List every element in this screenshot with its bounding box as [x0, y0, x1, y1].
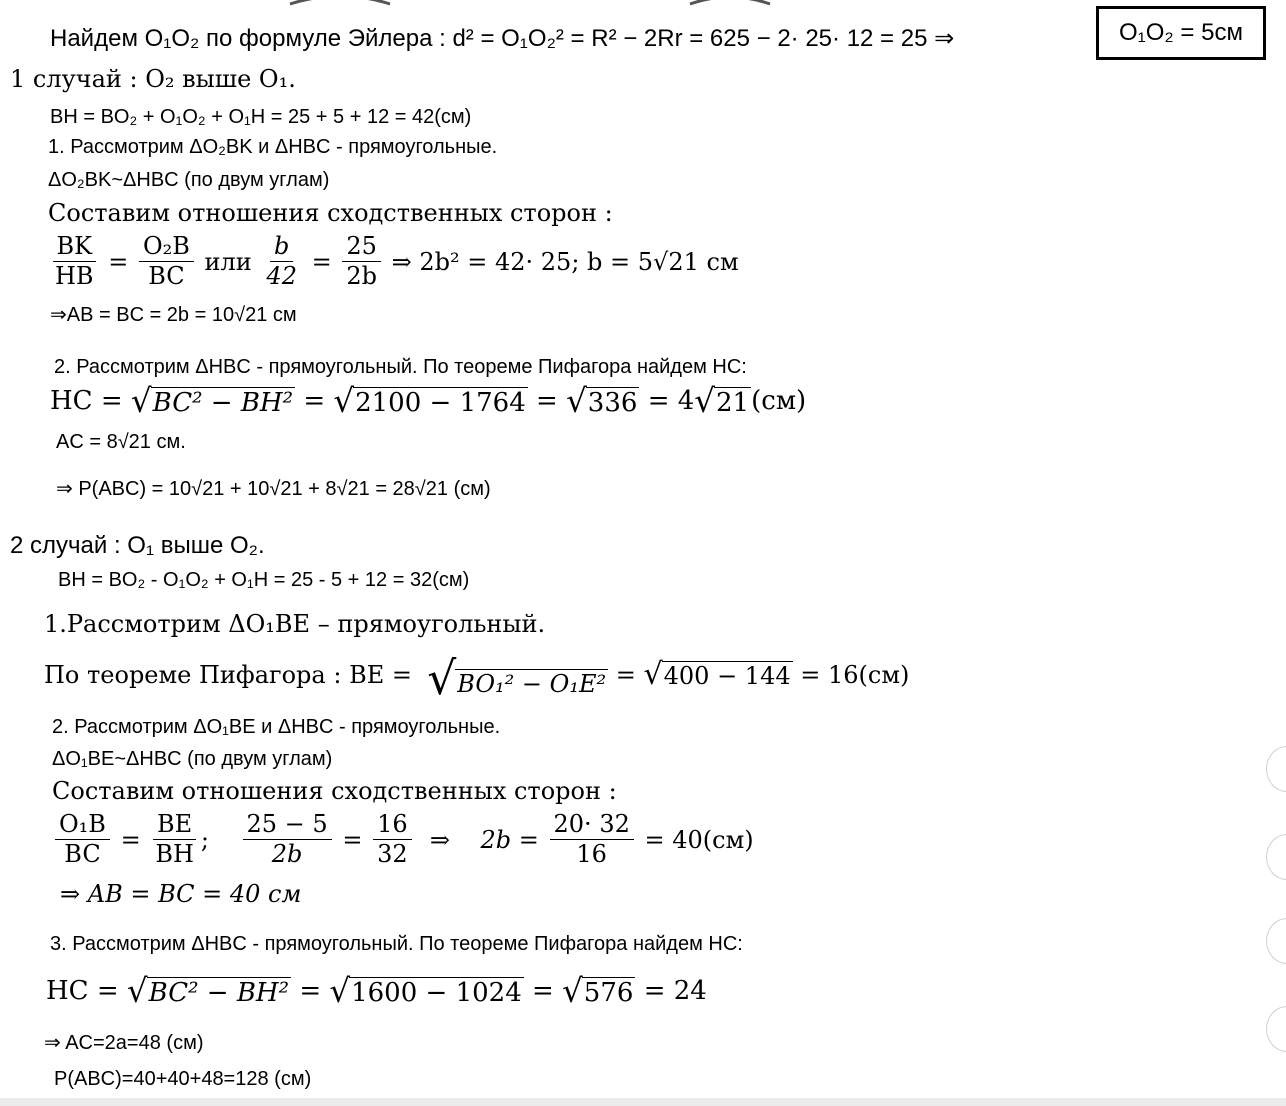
- case2-ac: ⇒ AC=2a=48 (см): [44, 1032, 204, 1054]
- side-control-circle[interactable]: [1266, 834, 1286, 880]
- case1-title: 1 случай : O₂ выше O₁.: [10, 65, 296, 93]
- case2-hc-equation: HC = √ BC² − BH² = √ 1600 − 1024 = √ 576 = 24: [46, 972, 707, 1010]
- fraction: $\frac{25}{2b}$: [342, 234, 381, 289]
- sqrt: √ 336: [566, 382, 638, 420]
- sqrt: √ BO₁² − O₁E²: [427, 652, 607, 705]
- case2-be-equation: По теореме Пифагора : BE = √ BO₁² − O₁E² = √ 400 − 144 = 16(см): [44, 652, 910, 705]
- case2-similar: ΔO₁BE~ΔHBC (по двум углам): [52, 748, 333, 770]
- case2-step2: 2. Рассмотрим ΔO₁BE и ΔHBC - прямоугольные.: [52, 716, 501, 738]
- fraction: $\frac{25 - 5}{2b}$: [243, 812, 332, 867]
- case1-ac: AC = 8√21 см.: [56, 431, 186, 453]
- case2-step3: 3. Рассмотрим ΔHBC - прямоугольный. По теореме Пифагора найдем HC:: [50, 933, 743, 955]
- case1-ratio-intro: Составим отношения сходственных сторон :: [48, 199, 613, 227]
- fraction: $\frac{\text{O₁B}}{BC}$: [55, 812, 110, 867]
- bottom-scroll-bar: [0, 1098, 1286, 1106]
- case1-perimeter: ⇒ P(ABC) = 10√21 + 10√21 + 8√21 = 28√21 (см): [56, 478, 491, 500]
- case1-ratio-equation: $\frac{BK}{HB}$ = $\frac{\text{O₂B}}{BC}$ или $\frac{b}{42}$ = $\frac{25}{2b}$ ⇒ 2b² = 42· 25; b = 5√21 см: [48, 234, 739, 289]
- fraction: $\frac{BK}{HB}$: [51, 234, 98, 289]
- cropped-drawing-arcs: [0, 0, 1286, 10]
- sqrt: √ BC² − BH²: [126, 972, 290, 1010]
- case2-perimeter: P(ABC)=40+40+48=128 (см): [54, 1068, 312, 1090]
- case1-bh: BH = BO₂ + O₁O₂ + O₁H = 25 + 5 + 12 = 42(см): [50, 106, 472, 128]
- sqrt: √ 400 − 144: [643, 656, 791, 692]
- side-control-circle[interactable]: [1266, 1006, 1286, 1052]
- fraction: $\frac{20\cdot 32}{16}$: [550, 812, 634, 867]
- fraction: $\frac{\text{O₂B}}{BC}$: [139, 234, 194, 289]
- case2-step1: 1.Рассмотрим ΔO₁BE – прямоугольный.: [44, 610, 546, 638]
- case1-step1: 1. Рассмотрим ΔO₂BK и ΔHBC - прямоугольные.: [48, 136, 498, 158]
- case2-title: 2 случай : O₁ выше O₂.: [10, 532, 265, 559]
- sqrt: √ 21: [694, 382, 750, 420]
- case1-step2: 2. Рассмотрим ΔHBC - прямоугольный. По теореме Пифагора найдем HC:: [54, 356, 747, 378]
- case1-ab: ⇒AB = BC = 2b = 10√21 см: [50, 304, 297, 326]
- case1-hc-equation: HC = √ BC² − BH² = √ 2100 − 1764 = √ 336 = 4 √ 21 (см): [50, 382, 807, 420]
- fraction: $\frac{16}{32}$: [373, 812, 412, 867]
- euler-formula-line: Найдем O₁O₂ по формуле Эйлера : d² = O₁O₂² = R² − 2Rr = 625 − 2· 25· 12 = 25 ⇒: [50, 25, 955, 52]
- side-control-circle[interactable]: [1266, 746, 1286, 792]
- fraction: $\frac{b}{42}$: [266, 232, 297, 291]
- sqrt: √ BC² − BH²: [130, 382, 294, 420]
- sqrt: √ 576: [562, 972, 634, 1010]
- case2-ab: ⇒ AB = BC = 40 см: [60, 880, 302, 908]
- side-control-circle[interactable]: [1266, 918, 1286, 964]
- result-box: O₁O₂ = 5см: [1096, 6, 1266, 60]
- fraction: $\frac{BE}{BH}$: [151, 812, 198, 867]
- case2-ratio-equation: $\frac{\text{O₁B}}{BC}$ = $\frac{BE}{BH}$ ; $\frac{25 - 5}{2b}$ = $\frac{16}{32}$ ⇒ 2b = $\frac{20\cdot 32}{16}$ = 40(см): [52, 812, 754, 867]
- sqrt: √ 2100 − 1764: [333, 382, 526, 420]
- case2-bh: BH = BO₂ - O₁O₂ + O₁H = 25 - 5 + 12 = 32(см): [58, 569, 470, 591]
- case1-similar: ΔO₂BK~ΔHBC (по двум углам): [48, 169, 330, 191]
- case2-ratio-intro: Составим отношения сходственных сторон :: [52, 777, 617, 805]
- sqrt: √ 1600 − 1024: [329, 972, 522, 1010]
